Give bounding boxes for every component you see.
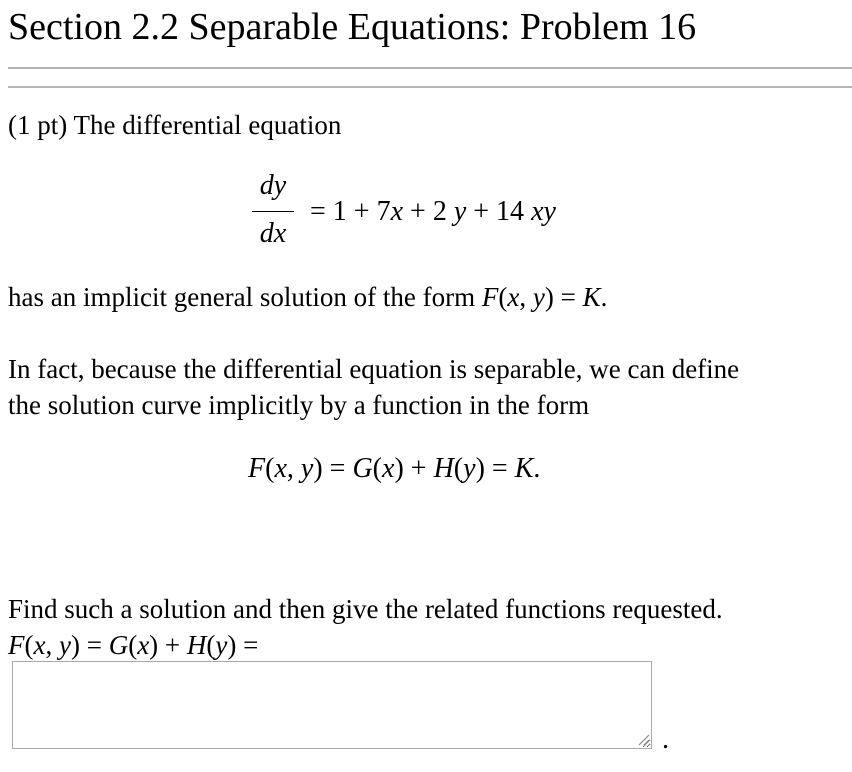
eq2-hy-y: y <box>463 453 476 484</box>
answer-label <box>8 627 723 663</box>
ans-fx-open: ( <box>24 630 34 660</box>
answer-trailing-period: . <box>662 724 669 755</box>
instruction-text: Find such a solution and then give the related functions requested. <box>8 594 723 624</box>
gs-period: . <box>600 282 608 312</box>
intro-text: The differential equation <box>73 110 342 140</box>
separable-line-1: In fact, because the differential equation is separable, we can define <box>8 354 740 384</box>
eq2-y: y <box>300 453 314 484</box>
general-solution-sentence <box>8 279 607 315</box>
ans-gx-x: x <box>137 630 150 660</box>
gs-y: y <box>532 282 545 312</box>
fraction-bar <box>252 211 294 212</box>
ans-hy-y: y <box>215 630 228 660</box>
ans-hy-close: ) = <box>227 630 259 660</box>
gs-x: x <box>507 282 520 312</box>
ans-gx-close: ) + <box>149 630 187 660</box>
ans-y: y <box>58 630 71 660</box>
gs-comma: , <box>519 282 533 312</box>
ans-F: F <box>8 630 25 660</box>
eq2-G: G <box>352 453 373 484</box>
eq2-fx-close: ) = <box>313 453 353 484</box>
eq2-F: F <box>248 453 266 484</box>
fraction-denominator: dx <box>259 218 287 249</box>
rhs-coef-14: + 14 <box>466 196 525 227</box>
rhs-var-xy: xy <box>531 196 556 227</box>
page-title: Section 2.2 Separable Equations: Problem 16 <box>8 6 697 48</box>
header-divider-top <box>8 67 852 69</box>
header-divider-bottom <box>8 86 852 88</box>
rhs-var-x: x <box>390 196 404 227</box>
ans-fx-close: ) = <box>70 630 109 660</box>
gs-F: F <box>481 282 499 312</box>
ans-H: H <box>186 630 207 660</box>
ans-G: G <box>108 630 129 660</box>
rhs-var-y: y <box>453 196 467 227</box>
rhs-coef-2: + 2 <box>403 196 447 227</box>
gs-close: ) = <box>544 282 583 312</box>
eq2-x: x <box>274 453 287 484</box>
problem-intro <box>8 107 341 143</box>
separable-line-2: the solution curve implicitly by a function in the form <box>8 390 590 420</box>
ans-gx-open: ( <box>128 630 138 660</box>
instruction-block <box>8 591 723 663</box>
eq2-period: . <box>533 453 541 484</box>
eq2-gx-open: ( <box>372 453 382 484</box>
points-label: (1 pt) <box>8 110 68 140</box>
gs-K: K <box>582 282 601 312</box>
eq2-gx-close: ) + <box>394 453 434 484</box>
implicit-form-equation <box>248 451 540 487</box>
eq2-H: H <box>433 453 454 484</box>
equation-rhs <box>310 194 556 230</box>
ans-comma: , <box>45 630 59 660</box>
ans-x: x <box>33 630 46 660</box>
answer-input[interactable] <box>12 661 652 749</box>
eq2-gx-x: x <box>382 453 395 484</box>
ans-hy-open: ( <box>206 630 216 660</box>
fraction-numerator: dy <box>259 170 287 201</box>
gs-open: ( <box>498 282 508 312</box>
eq2-fx-open: ( <box>265 453 275 484</box>
general-solution-text: has an implicit general solution of the form <box>8 282 476 312</box>
eq2-hy-close: ) = <box>475 453 515 484</box>
rhs-constant-term: = 1 + 7 <box>310 196 391 227</box>
eq2-K: K <box>514 453 534 484</box>
eq2-comma: , <box>286 453 301 484</box>
eq2-hy-open: ( <box>453 453 464 484</box>
